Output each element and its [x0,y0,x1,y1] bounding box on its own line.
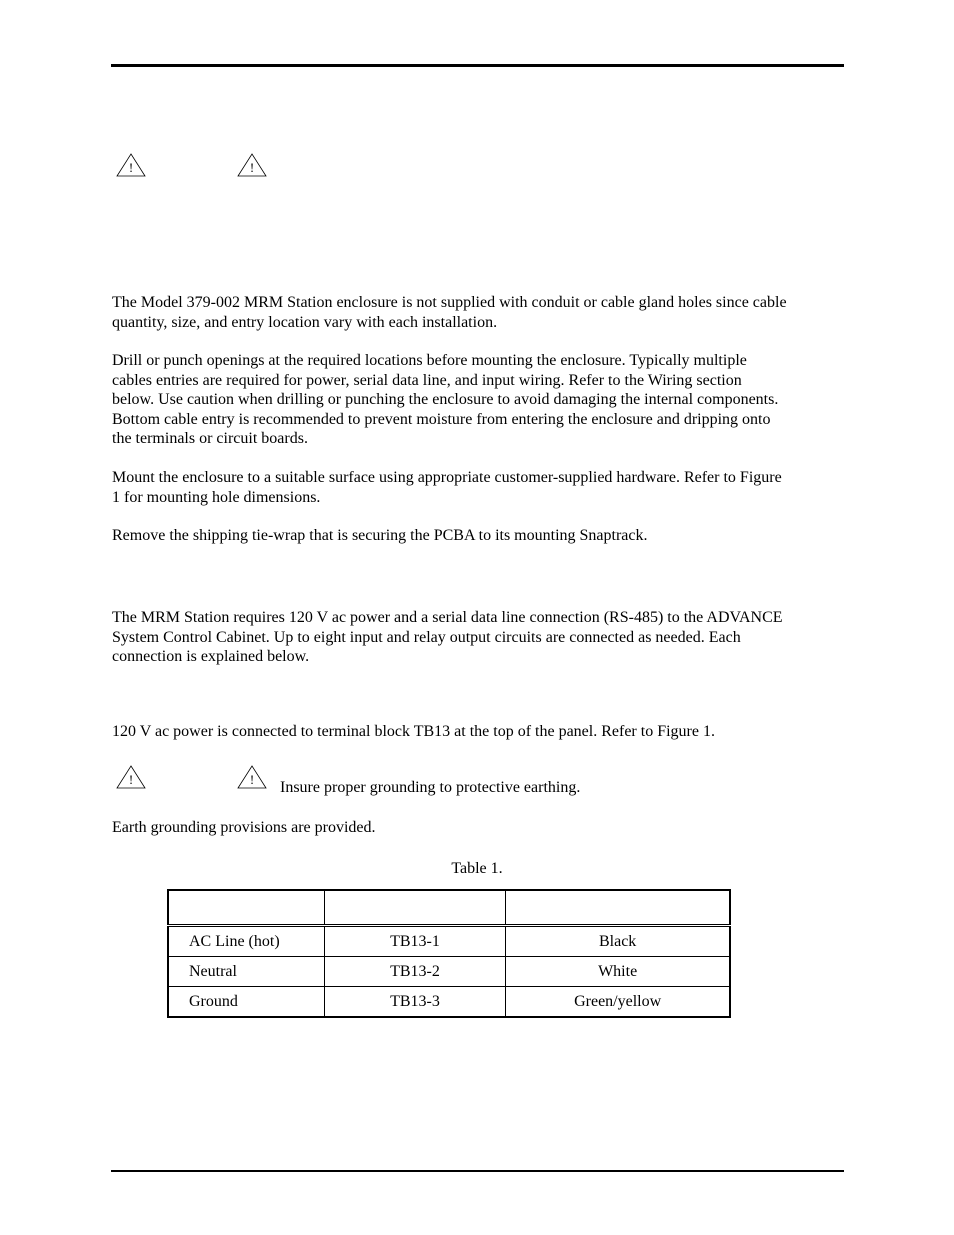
grounding-paragraph: Earth grounding provisions are provided. [112,819,376,836]
warning-triangle-icon [237,765,267,789]
grounding-warning: Insure proper grounding to protective earthing. [280,779,581,796]
table-cell-wire-color: Black [506,926,730,957]
table-cell-terminal: TB13-2 [324,957,506,987]
table-header-cell [506,890,730,926]
table-cell-wire-color: White [506,957,730,987]
table-row [168,987,730,1018]
table-row [168,957,730,987]
footer-rule [111,1170,844,1172]
table-header-cell [324,890,506,926]
mounting-paragraph: Mount the enclosure to a suitable surface using appropriate customer-supplied hardware. Refer to Figure 1 for mounting hole dimensions. [112,469,782,506]
enclosure-paragraph: The Model 379-002 MRM Station enclosure is not supplied with conduit or cable gland holes since cable quantity, size, and entry location vary with each installation. [112,294,787,331]
table-cell-wire-color: Green/yellow [506,987,730,1018]
warning-triangle-icon [237,153,267,177]
table-cell-connection: AC Line (hot) [168,926,324,957]
warning-triangle-icon [116,765,146,789]
svg-text:!: ! [249,772,255,787]
drilling-paragraph: Drill or punch openings at the required locations before mounting the enclosure. Typically multiple cables entries are required for power, serial data line, and input wiring. Refer to the Wiring section below. Use caution when drilling or punching the enclosure to avoid damaging the internal components. Bottom cable entry is recommended to prevent moisture from entering the enclosure and dripping onto the terminals or circuit boards. [112,352,779,447]
table-header-cell [168,890,324,926]
svg-text:!: ! [128,772,134,787]
table-cell-terminal: TB13-1 [324,926,506,957]
table-cell-terminal: TB13-3 [324,987,506,1018]
tie-wrap-paragraph: Remove the shipping tie-wrap that is securing the PCBA to its mounting Snaptrack. [112,527,648,544]
svg-text:!: ! [128,160,134,175]
table-cell-connection: Neutral [168,957,324,987]
header-rule [111,64,844,67]
table-cell-connection: Ground [168,987,324,1018]
table-row [168,926,730,957]
power-paragraph: 120 V ac power is connected to terminal block TB13 at the top of the panel. Refer to Figure 1. [112,723,715,740]
svg-text:!: ! [249,160,255,175]
wiring-paragraph: The MRM Station requires 120 V ac power and a serial data line connection (RS-485) to the ADVANCE System Control Cabinet. Up to eight input and relay output circuits are connected as needed. Each connection is explained below. [112,609,783,665]
table-caption: Table 1. [451,860,503,877]
power-wiring-table [167,889,731,1018]
table-header-row [168,890,730,926]
warning-triangle-icon [116,153,146,177]
